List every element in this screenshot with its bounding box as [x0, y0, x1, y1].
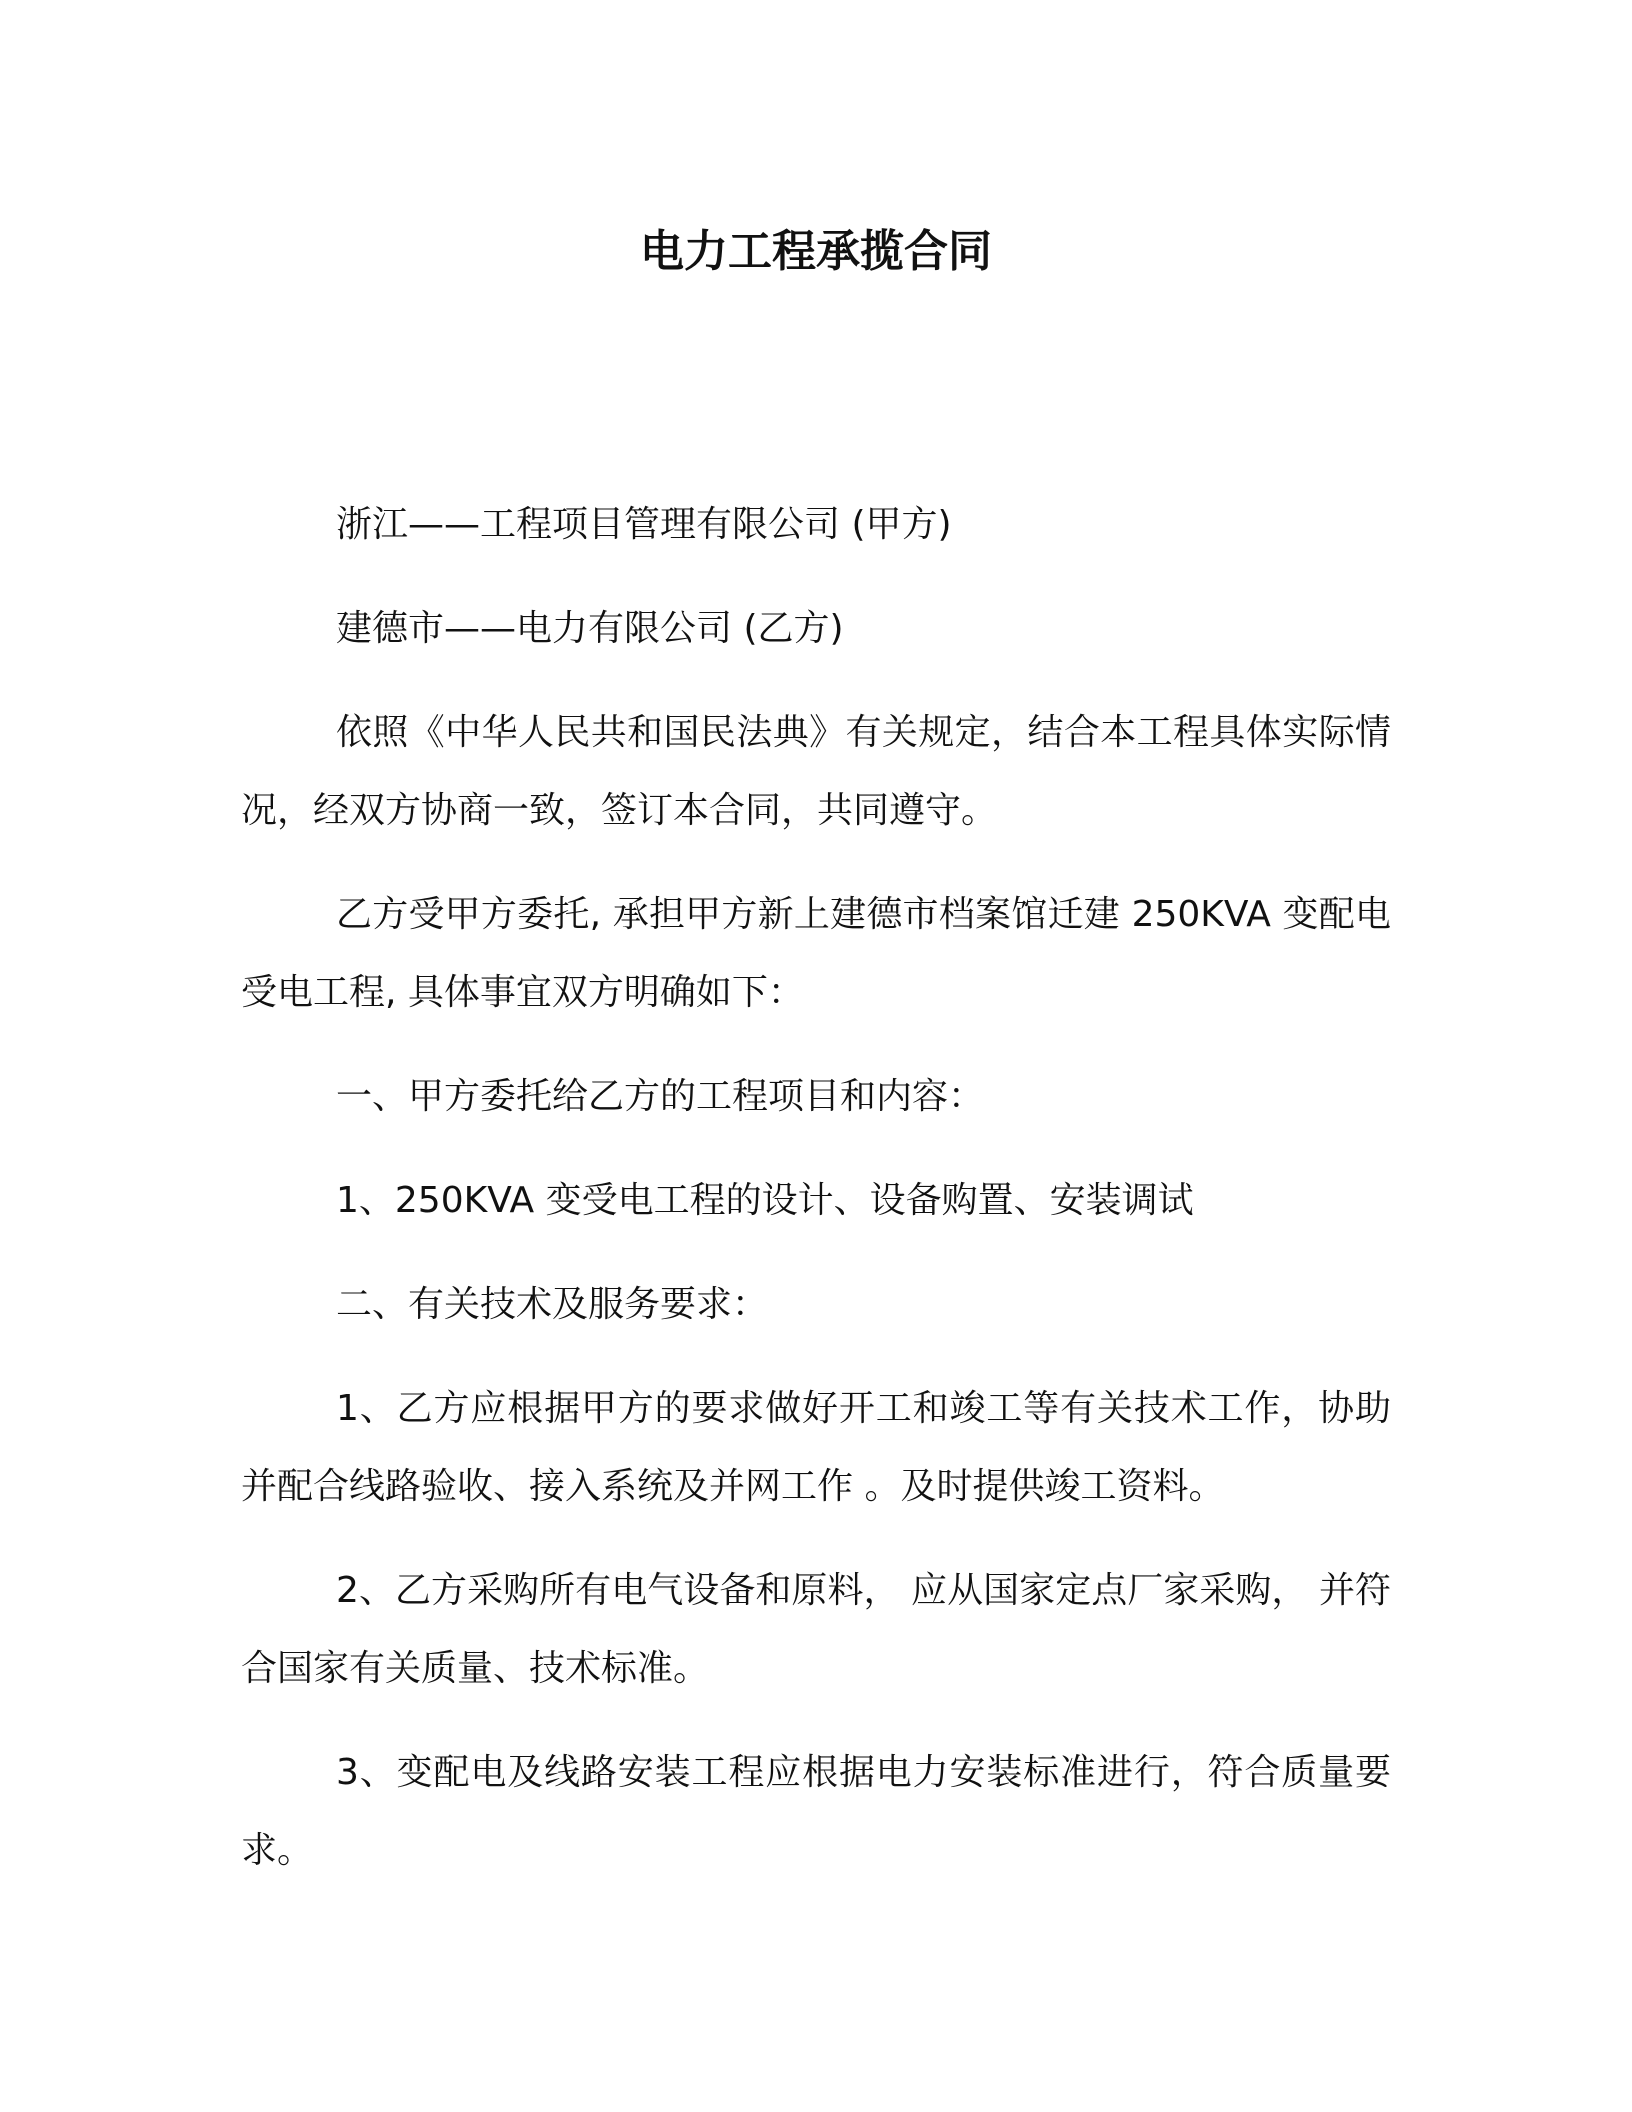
section-two-item-3: 3、变配电及线路安装工程应根据电力安装标准进行，符合质量要求。: [241, 1752, 1391, 1871]
party-a-paragraph: 浙江——工程项目管理有限公司 (甲方): [336, 504, 952, 545]
document-body: [241, 486, 1391, 1916]
section-one-item-1: 1、250KVA 变受电工程的设计、设备购置、安装调试: [336, 1180, 1194, 1221]
commission-paragraph: 乙方受甲方委托, 承担甲方新上建德市档案馆迁建 250KVA 变配电受电工程, 具体事宜双方明确如下：: [241, 894, 1391, 1013]
section-two-heading: 二、有关技术及服务要求：: [336, 1284, 769, 1325]
document-title: 电力工程承揽合同: [640, 226, 992, 277]
section-one-heading: 一、甲方委托给乙方的工程项目和内容：: [336, 1076, 985, 1117]
section-two-item-2: 2、乙方采购所有电气设备和原料， 应从国家定点厂家采购， 并符合国家有关质量、技术标准。: [241, 1570, 1391, 1689]
legal-basis-paragraph: 依照《中华人民共和国民法典》有关规定，结合本工程具体实际情况，经双方协商一致，签订本合同，共同遵守。: [241, 712, 1391, 831]
party-b-paragraph: 建德市——电力有限公司 (乙方): [336, 608, 844, 649]
section-two-item-1: 1、乙方应根据甲方的要求做好开工和竣工等有关技术工作，协助并配合线路验收、接入系统及并网工作 。及时提供竣工资料。: [241, 1388, 1391, 1507]
